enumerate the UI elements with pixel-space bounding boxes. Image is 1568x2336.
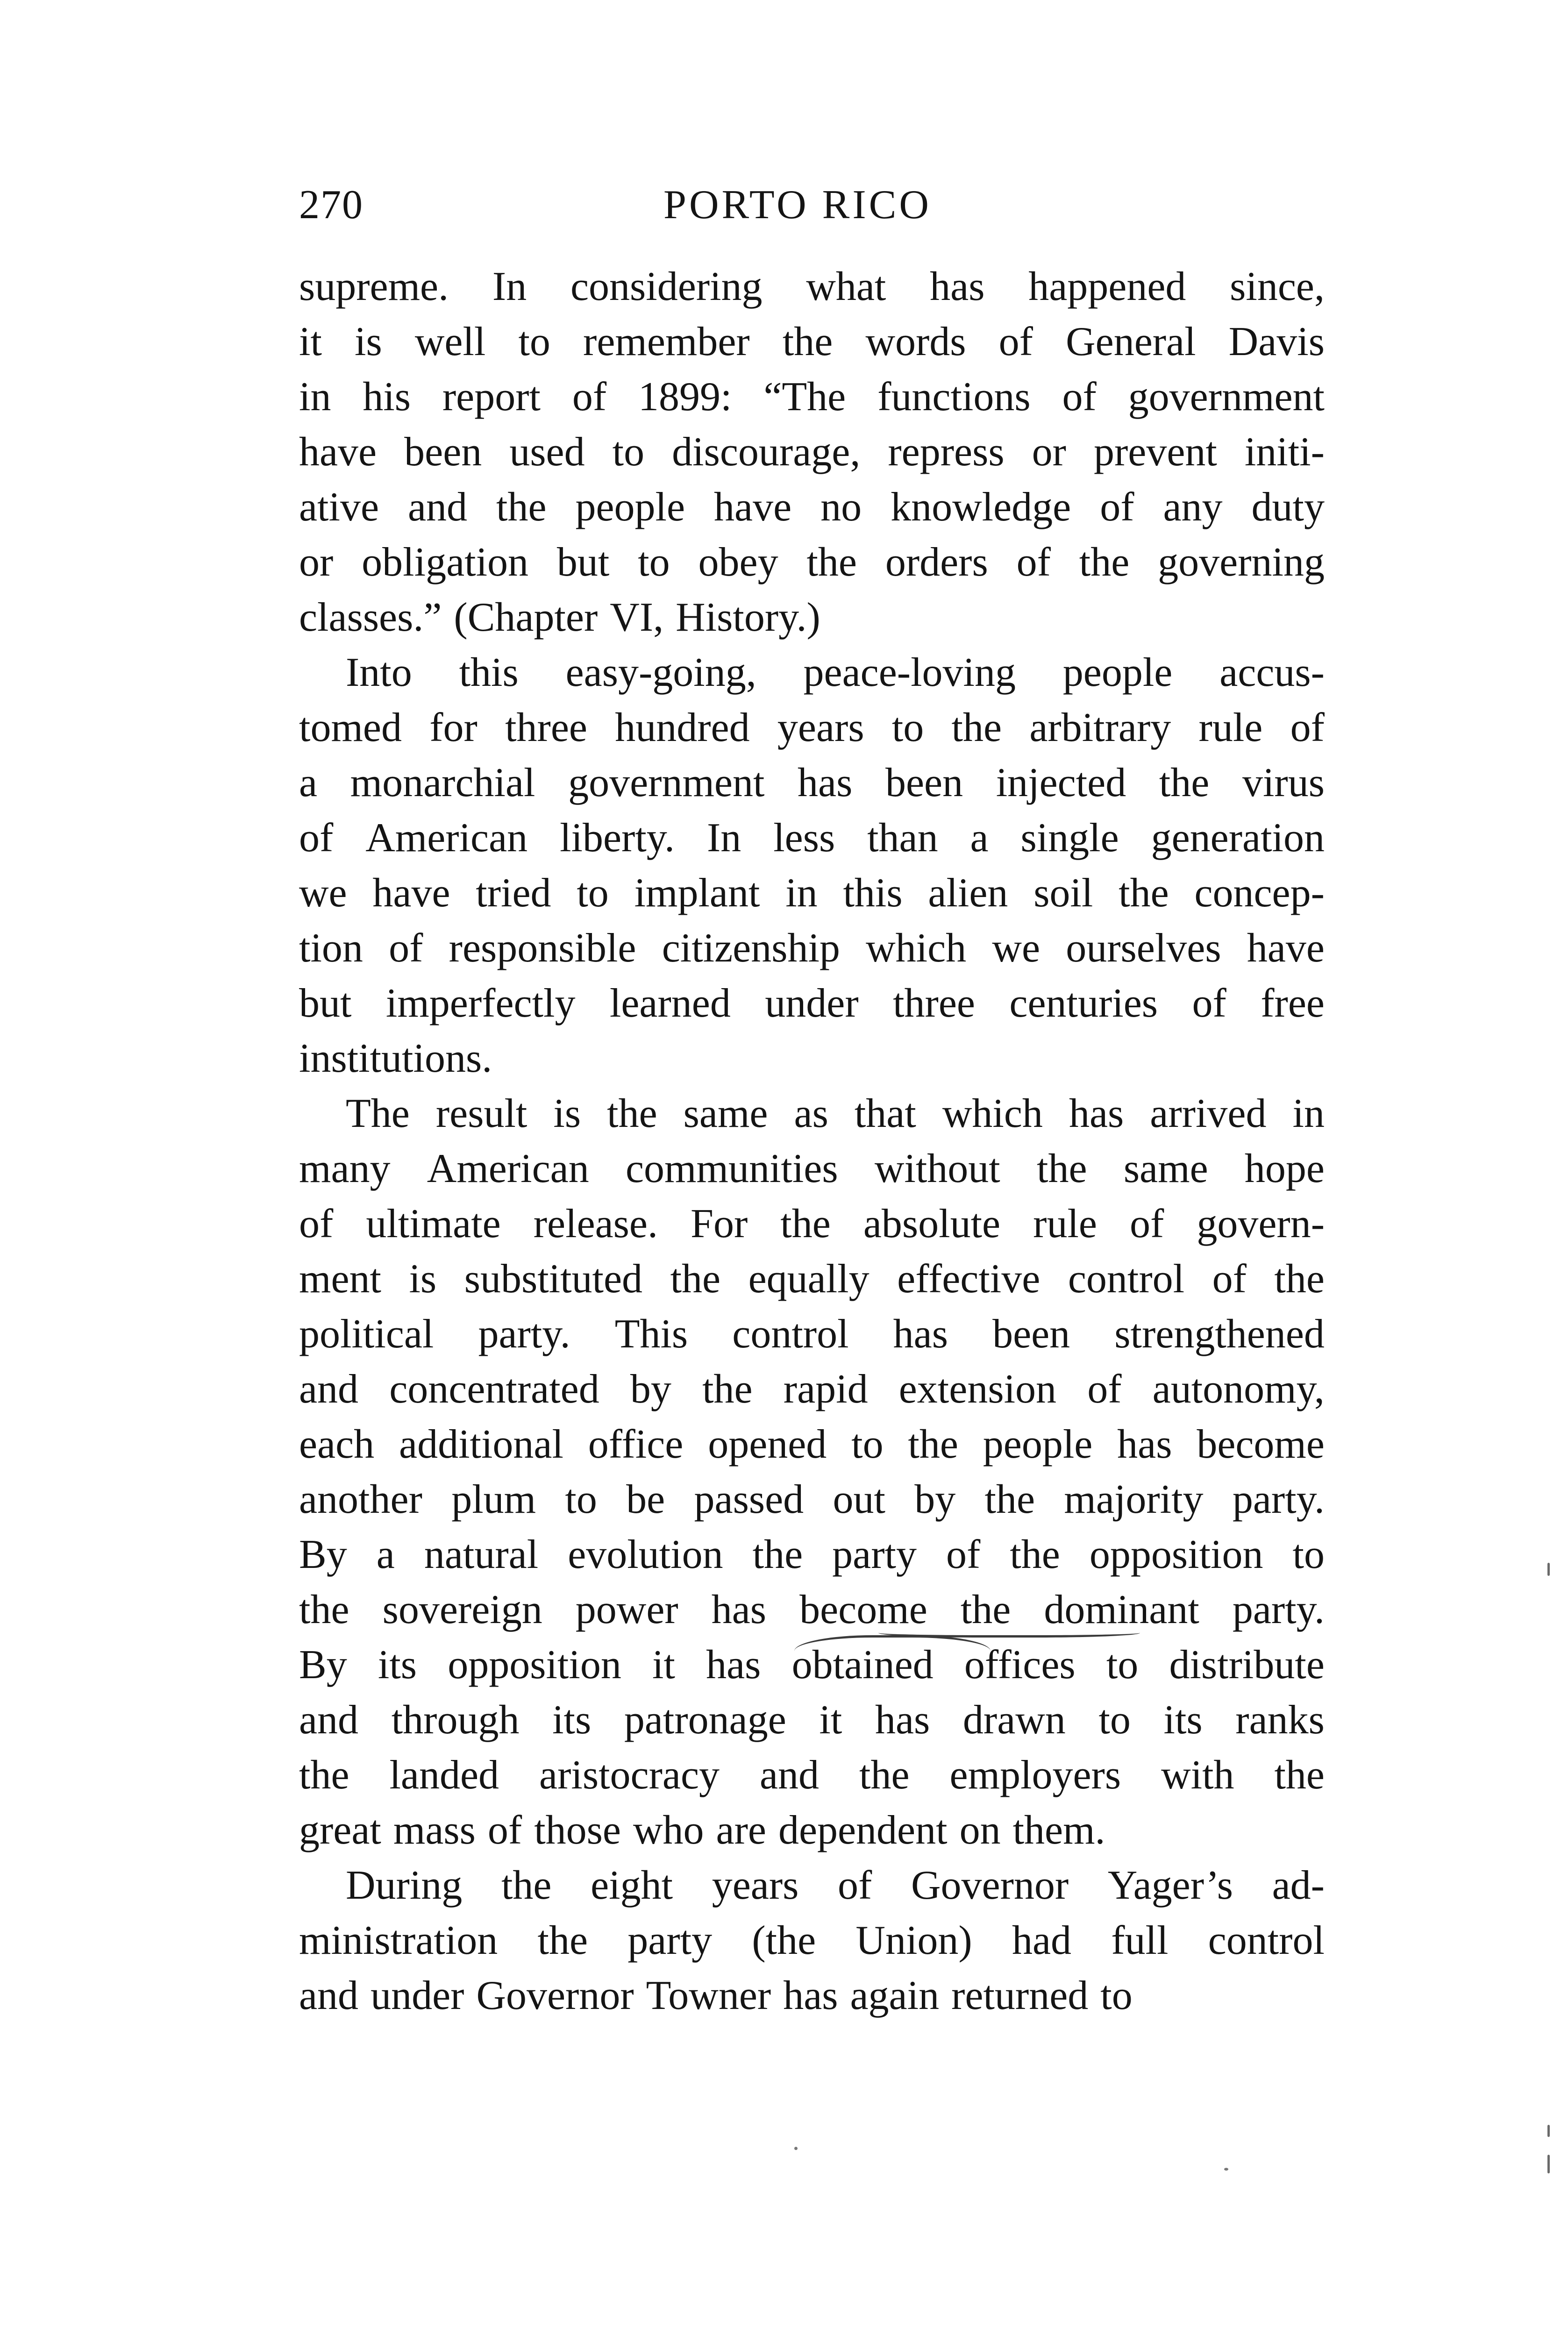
text-line: tomed for three hundred years to the arbitrary rule of bbox=[299, 705, 1325, 750]
text-line: have been used to discourage, repress or prevent initi- bbox=[299, 429, 1325, 475]
margin-tick bbox=[1547, 2155, 1550, 2173]
text-line: but imperfectly learned under three centuries of free bbox=[299, 981, 1325, 1026]
text-line: The result is the same as that which has arrived in bbox=[346, 1091, 1325, 1136]
scan-speck bbox=[1224, 2168, 1228, 2171]
text-line: Into this easy-going, peace-loving people accus- bbox=[346, 650, 1325, 695]
text-line: tion of responsible citizenship which we ourselves have bbox=[299, 926, 1325, 971]
page-title: PORTO RICO bbox=[663, 182, 932, 228]
text-line: classes.” (Chapter VI, History.) bbox=[299, 595, 820, 640]
text-line: of ultimate release. For the absolute rule of govern- bbox=[299, 1201, 1325, 1246]
text-line: it is well to remember the words of General Davis bbox=[299, 319, 1325, 364]
text-line: ative and the people have no knowledge of any duty bbox=[299, 484, 1325, 530]
page-number: 270 bbox=[299, 182, 363, 228]
text-line: During the eight years of Governor Yager’s ad- bbox=[346, 1863, 1325, 1908]
text-line: By its opposition it has obtained offices to distribute bbox=[299, 1642, 1325, 1688]
text-line: and through its patronage it has drawn to its ranks bbox=[299, 1697, 1325, 1743]
text-line: institutions. bbox=[299, 1036, 492, 1081]
pencil-underline-arc bbox=[794, 1635, 991, 1675]
text-line: many American communities without the same hope bbox=[299, 1146, 1325, 1191]
text-line: we have tried to implant in this alien soil the concep- bbox=[299, 870, 1325, 916]
text-line: the landed aristocracy and the employers with the bbox=[299, 1752, 1325, 1798]
text-line: supreme. In considering what has happened since, bbox=[299, 264, 1325, 309]
margin-tick bbox=[1547, 2125, 1550, 2137]
text-line: and under Governor Towner has again returned to bbox=[299, 1973, 1133, 2018]
body-text bbox=[299, 259, 1325, 2023]
running-head bbox=[299, 181, 1327, 247]
text-line: great mass of those who are dependent on them. bbox=[299, 1808, 1105, 1853]
text-line: ministration the party (the Union) had full control bbox=[299, 1918, 1325, 1963]
text-line: of American liberty. In less than a single generation bbox=[299, 815, 1325, 861]
text-line: in his report of 1899: “The functions of government bbox=[299, 374, 1325, 420]
text-line: and concentrated by the rapid extension of autonomy, bbox=[299, 1367, 1325, 1412]
text-line: each additional office opened to the people has become bbox=[299, 1422, 1325, 1467]
text-line: the sovereign power has become the dominant party. bbox=[299, 1587, 1325, 1632]
text-line: another plum to be passed out by the majority party. bbox=[299, 1477, 1325, 1522]
text-line: a monarchial government has been injected the virus bbox=[299, 760, 1325, 805]
text-line: political party. This control has been strengthened bbox=[299, 1311, 1325, 1357]
text-line: By a natural evolution the party of the opposition to bbox=[299, 1532, 1325, 1577]
margin-tick bbox=[1547, 1563, 1550, 1576]
text-line: ment is substituted the equally effective control of the bbox=[299, 1256, 1325, 1302]
scan-speck bbox=[794, 2147, 798, 2150]
text-line: or obligation but to obey the orders of the governing bbox=[299, 540, 1325, 585]
